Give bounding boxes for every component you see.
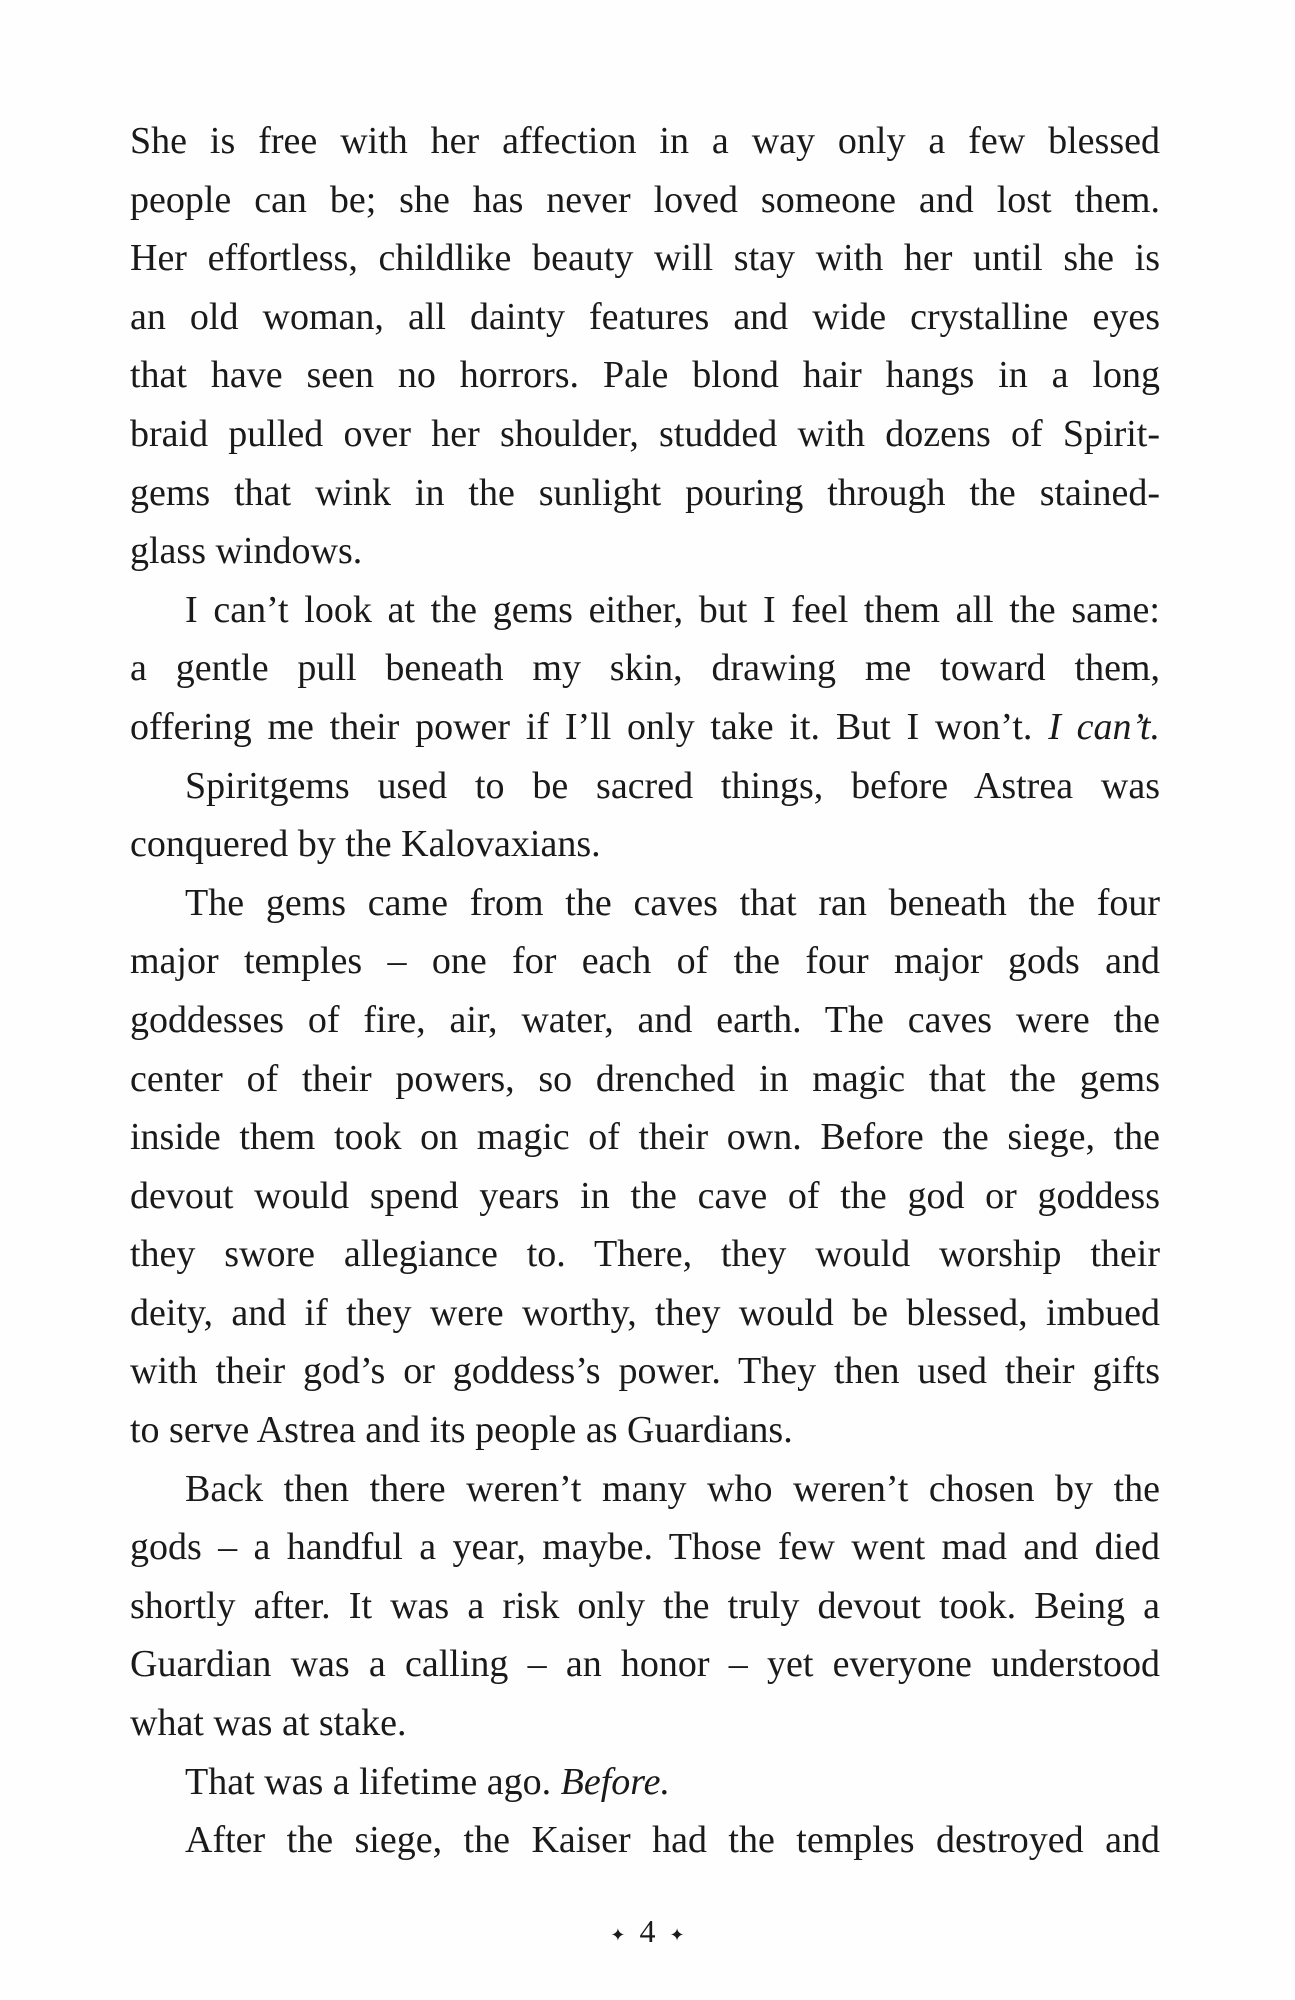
ornament-left-icon: ✦ (610, 1924, 626, 1945)
text-line-italic: Before. (560, 1760, 671, 1803)
text-line (130, 1225, 1160, 1284)
text-line (130, 1108, 1160, 1167)
text-line (130, 522, 1160, 581)
text-line-content: an old woman, all dainty features and wide crystalline eyes (130, 295, 1160, 338)
text-line (130, 405, 1160, 464)
text-line-content: The gems came from the caves that ran beneath the four (185, 881, 1160, 924)
text-line-content: inside them took on magic of their own. Before the siege, the (130, 1116, 1160, 1159)
text-line-content: After the siege, the Kaiser had the temples destroyed and (185, 1819, 1160, 1862)
text-line-content: conquered by the Kalovaxians. (130, 823, 601, 866)
text-line-content: Spiritgems used to be sacred things, before Astrea was (185, 764, 1160, 807)
text-line (130, 1284, 1160, 1343)
text-line-italic: I can’t. (1048, 705, 1160, 748)
text-line-content: what was at stake. (130, 1702, 407, 1745)
text-line (130, 1460, 1160, 1519)
text-line (130, 1811, 1160, 1870)
text-line (130, 1577, 1160, 1636)
text-line (130, 932, 1160, 991)
text-line-content: to serve Astrea and its people as Guardians. (130, 1409, 793, 1452)
text-line (130, 346, 1160, 405)
text-line (130, 1342, 1160, 1401)
text-line (130, 288, 1160, 347)
text-line-content: they swore allegiance to. There, they would worship their (130, 1233, 1160, 1276)
text-line-content: gods – a handful a year, maybe. Those few went mad and died (130, 1526, 1160, 1569)
page-number: 4 (639, 1913, 656, 1949)
text-line-content: major temples – one for each of the four major gods and (130, 940, 1160, 983)
text-line-content: Her effortless, childlike beauty will stay with her until she is (130, 237, 1160, 280)
text-line-content: She is free with her affection in a way only a few blessed (130, 120, 1160, 162)
text-line-content: glass windows. (130, 530, 363, 573)
text-line (130, 581, 1160, 640)
text-line-content: a gentle pull beneath my skin, drawing me toward them, (130, 647, 1160, 690)
text-line (130, 757, 1160, 816)
text-line-content: I can’t look at the gems either, but I feel them all the same: (185, 588, 1160, 631)
text-line (130, 1518, 1160, 1577)
text-line-content: with their god’s or goddess’s power. They then used their gifts (130, 1350, 1160, 1393)
text-line-content: That was a lifetime ago. (185, 1760, 552, 1803)
text-line-content: that have seen no horrors. Pale blond hair hangs in a long (130, 354, 1160, 397)
text-line-content: shortly after. It was a risk only the truly devout took. Being a (130, 1584, 1160, 1627)
text-line-content: center of their powers, so drenched in magic that the gems (130, 1057, 1160, 1100)
text-line-content: Guardian was a calling – an honor – yet everyone understood (130, 1643, 1160, 1686)
text-line (130, 229, 1160, 288)
text-line-content: deity, and if they were worthy, they would be blessed, imbued (130, 1291, 1160, 1334)
text-line-content: goddesses of fire, air, water, and earth. The caves were the (130, 998, 1160, 1041)
text-line-content: braid pulled over her shoulder, studded with dozens of Spirit- (130, 412, 1160, 455)
text-line (130, 1401, 1160, 1460)
text-line-content: people can be; she has never loved someone and lost them. (130, 178, 1160, 221)
text-line-content: gems that wink in the sunlight pouring through the stained- (130, 471, 1160, 514)
text-line (130, 171, 1160, 230)
text-line (130, 112, 1160, 171)
text-line (130, 1635, 1160, 1694)
text-line (130, 1050, 1160, 1109)
page-number-footer (0, 1911, 1295, 1955)
text-line (130, 639, 1160, 698)
text-line (130, 1694, 1160, 1753)
text-line-content: devout would spend years in the cave of the god or goddess (130, 1174, 1160, 1217)
text-line (130, 1753, 1160, 1812)
text-line (130, 874, 1160, 933)
body-text (130, 112, 1160, 1870)
text-line (130, 991, 1160, 1050)
text-line-content: offering me their power if I’ll only take it. But I won’t. (130, 705, 1033, 748)
text-line (130, 1167, 1160, 1226)
text-line (130, 464, 1160, 523)
text-line-content: Back then there weren’t many who weren’t chosen by the (185, 1467, 1160, 1510)
text-line (130, 698, 1160, 757)
ornament-right-icon: ✦ (669, 1924, 685, 1945)
text-line (130, 815, 1160, 874)
